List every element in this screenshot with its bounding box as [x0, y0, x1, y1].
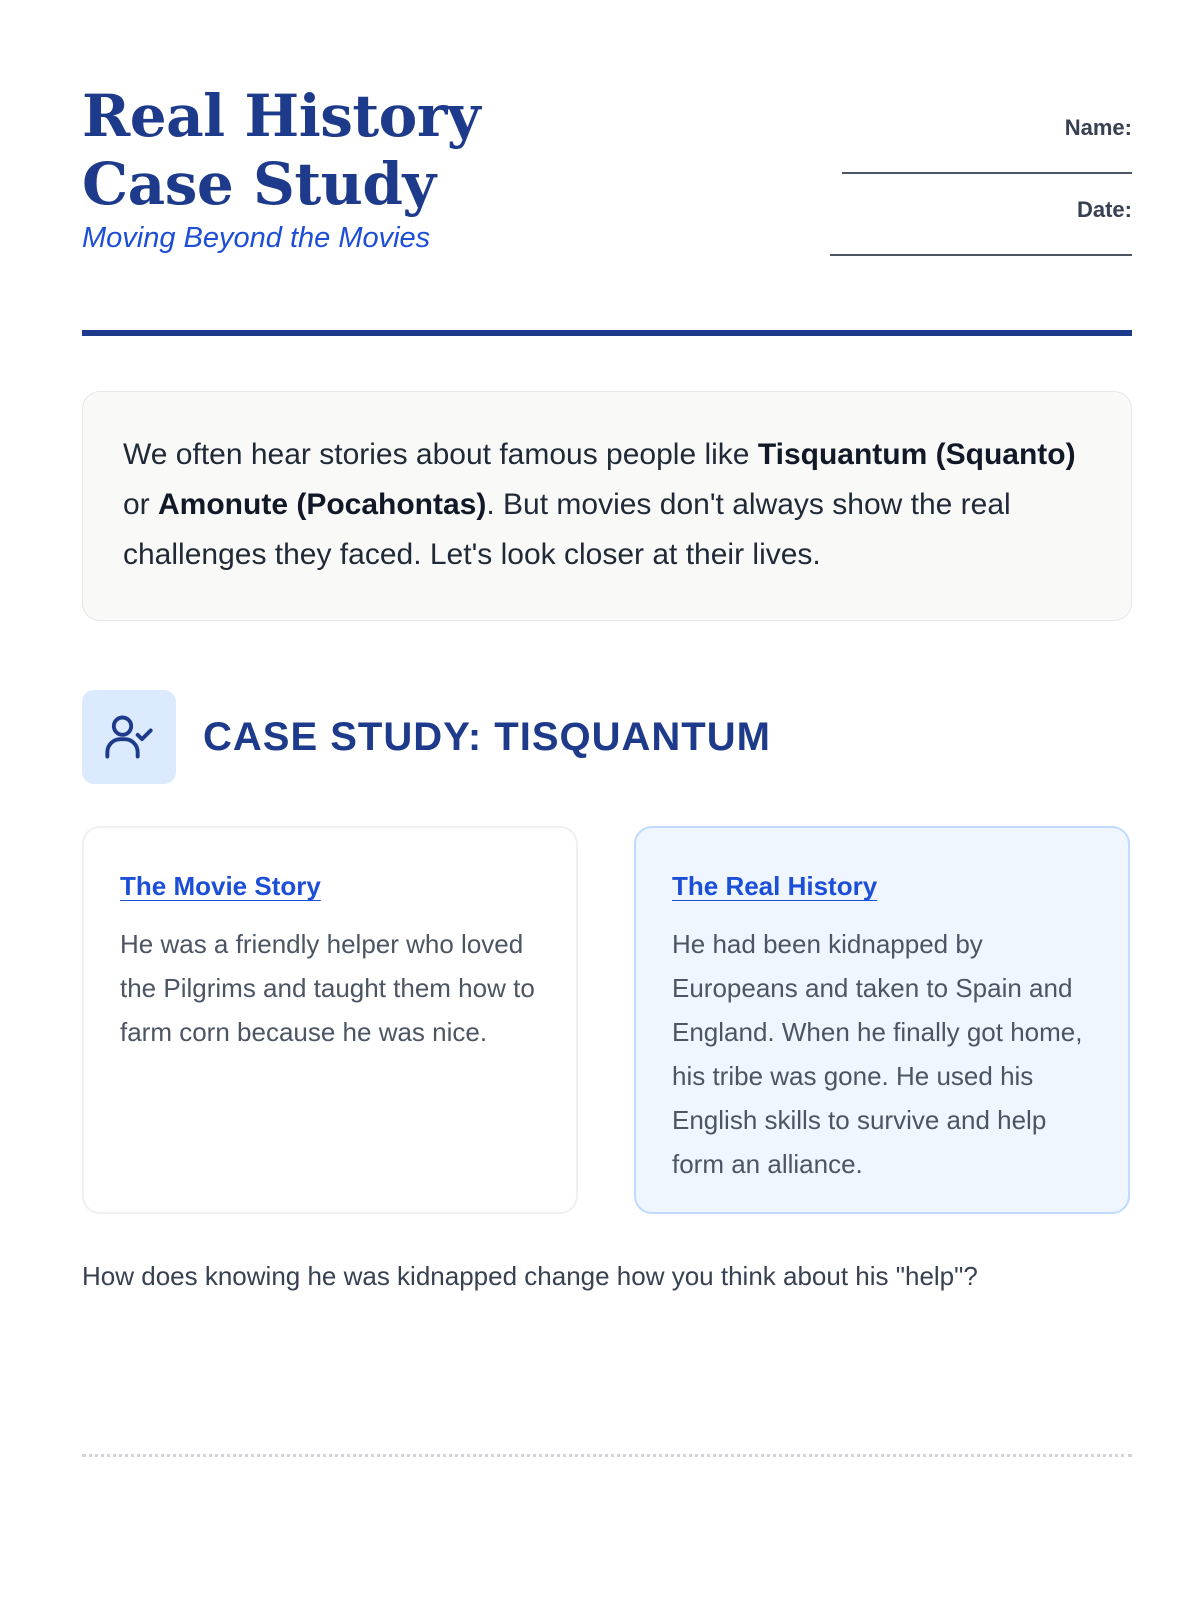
- real-history-title: The Real History: [672, 871, 878, 901]
- intro-text-1: We often hear stories about famous people like: [123, 438, 758, 471]
- movie-story-title: The Movie Story: [120, 871, 321, 901]
- answer-line[interactable]: [82, 1454, 1132, 1457]
- movie-story-text: He was a friendly helper who loved the Pilgrims and taught them how to farm corn because he was nice.: [120, 929, 535, 1047]
- intro-name-tisquantum: Tisquantum (Squanto): [757, 438, 1076, 471]
- reflection-question: How does knowing he was kidnapped change how you think about his "help"?: [82, 1261, 978, 1291]
- name-field[interactable]: [842, 172, 1132, 174]
- date-label: Date:: [1076, 197, 1132, 222]
- user-check-icon: [103, 711, 155, 763]
- page-subtitle: Moving Beyond the Movies: [82, 222, 431, 254]
- movie-story-card: [82, 826, 578, 1214]
- intro-name-amonute: Amonute (Pocahontas): [158, 488, 487, 521]
- section-icon-box: [82, 690, 176, 784]
- date-row: [812, 196, 1132, 278]
- student-info: [812, 114, 1132, 278]
- worksheet-page: [82, 0, 1132, 1291]
- date-field[interactable]: [830, 254, 1132, 256]
- page-title: Real History Case Study: [82, 82, 481, 218]
- name-row: [812, 114, 1132, 196]
- intro-text-3: . But movies don't always show the real challenges they faced. Let's look closer at their lives.: [123, 488, 1011, 571]
- header-divider: [82, 330, 1132, 336]
- case-study-heading: [82, 690, 1132, 784]
- real-history-card: [634, 826, 1130, 1214]
- real-history-text: He had been kidnapped by Europeans and taken to Spain and England. When he finally got home, his tribe was gone. He used his English skills to survive and help form an alliance.: [672, 929, 1083, 1179]
- intro-text-2: or: [123, 488, 159, 521]
- section-title: CASE STUDY: TISQUANTUM: [203, 715, 771, 759]
- intro-box: [82, 391, 1132, 621]
- name-label: Name:: [1064, 115, 1132, 140]
- worksheet-header: [82, 0, 1132, 340]
